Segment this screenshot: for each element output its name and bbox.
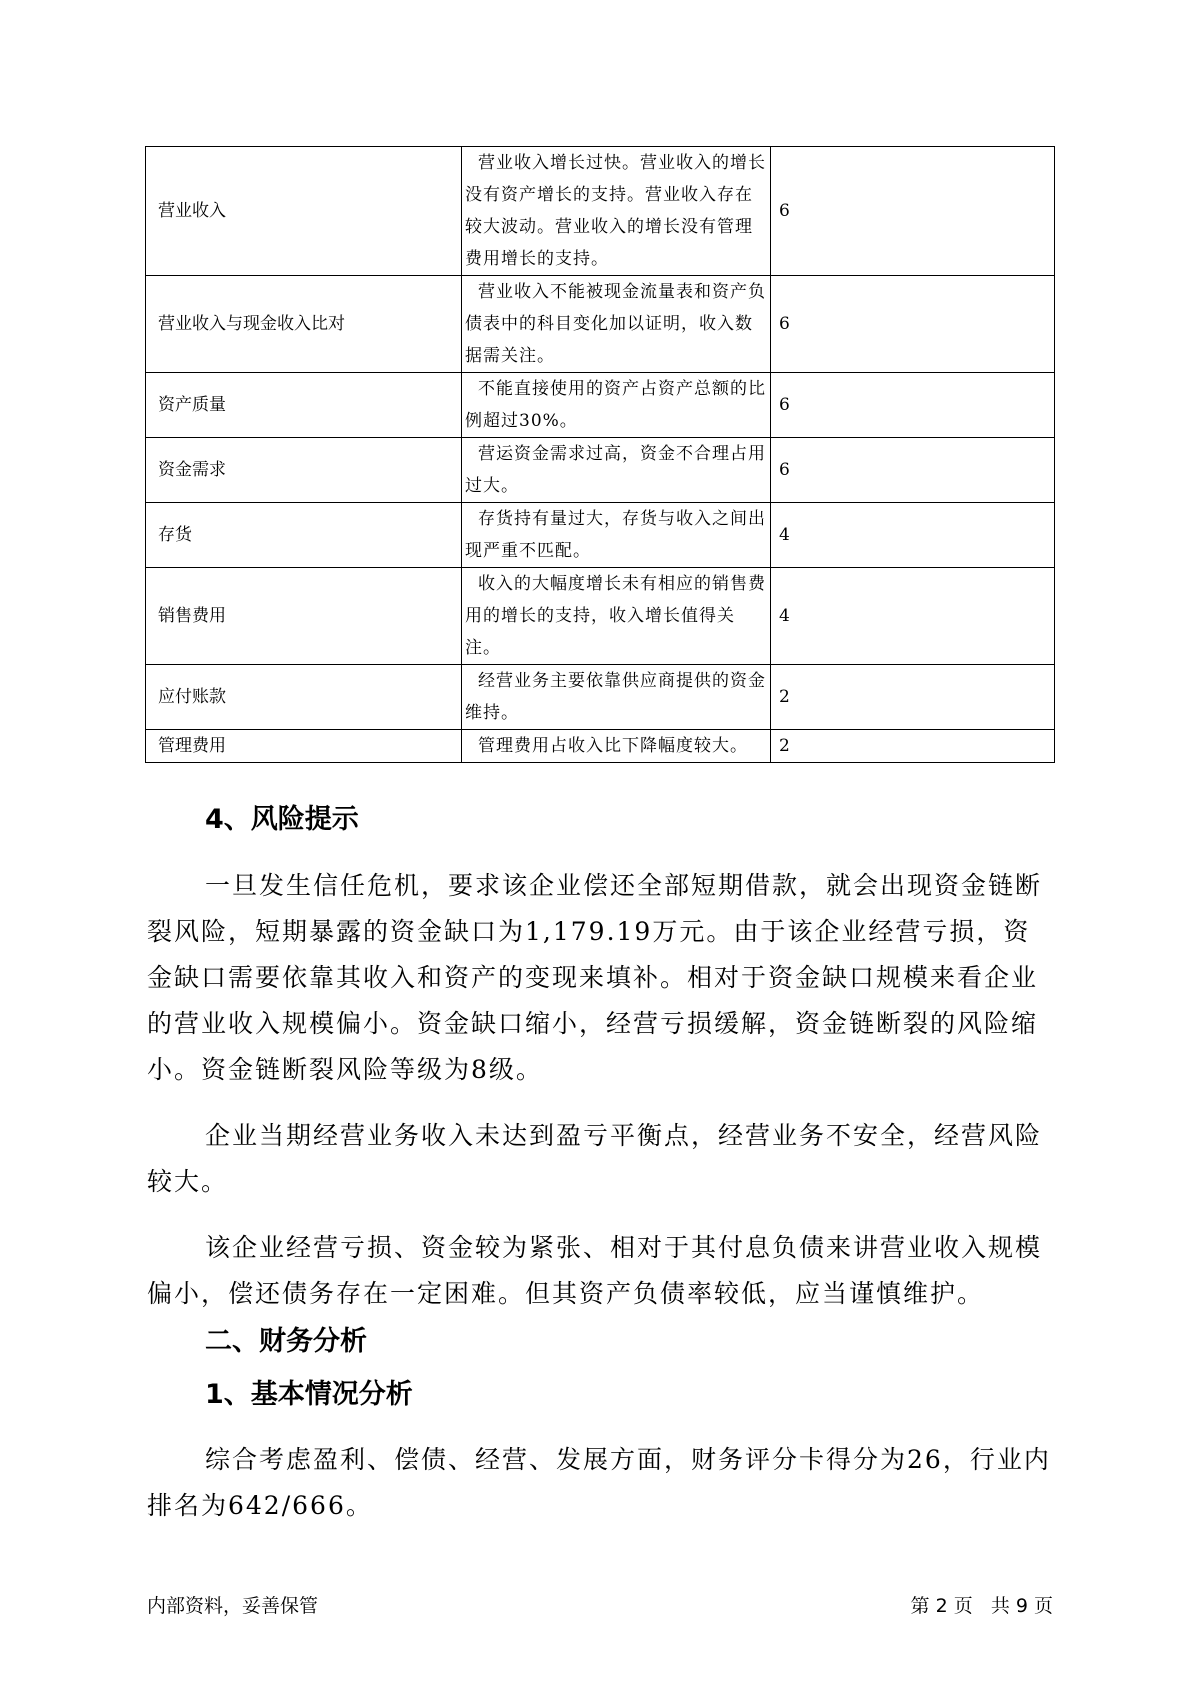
row-item: 资产质量: [146, 373, 462, 438]
financial-analysis-heading: 二、财务分析: [205, 1326, 367, 1357]
row-description: 经营业务主要依靠供应商提供的资金维持。: [462, 665, 771, 730]
table-row: [146, 665, 1055, 730]
table-row: [146, 730, 1055, 763]
table-row: [146, 438, 1055, 503]
row-description: 管理费用占收入比下降幅度较大。: [462, 730, 771, 763]
risk-indicator-table: [145, 146, 1055, 763]
row-description: 存货持有量过大，存货与收入之间出现严重不匹配。: [462, 503, 771, 568]
row-score: 2: [771, 665, 1055, 730]
row-description: 营运资金需求过高，资金不合理占用过大。: [462, 438, 771, 503]
row-description: 不能直接使用的资产占资产总额的比例超过30%。: [462, 373, 771, 438]
row-description: 收入的大幅度增长未有相应的销售费用的增长的支持，收入增长值得关注。: [462, 568, 771, 665]
row-score: 6: [771, 438, 1055, 503]
row-score: 4: [771, 568, 1055, 665]
table-row: [146, 503, 1055, 568]
row-score: 4: [771, 503, 1055, 568]
page-number: 第 2 页 共 9 页: [910, 1595, 1053, 1617]
row-description: 营业收入不能被现金流量表和资产负债表中的科目变化加以证明，收入数据需关注。: [462, 276, 771, 373]
table-row: [146, 276, 1055, 373]
row-description: 营业收入增长过快。营业收入的增长没有资产增长的支持。营业收入存在较大波动。营业收入的增长没有管理费用增长的支持。: [462, 147, 771, 276]
row-item: 管理费用: [146, 730, 462, 763]
row-item: 资金需求: [146, 438, 462, 503]
finance-paragraph-1: 综合考虑盈利、偿债、经营、发展方面，财务评分卡得分为26，行业内排名为642/666。: [147, 1445, 1051, 1520]
row-item: 存货: [146, 503, 462, 568]
row-score: 6: [771, 276, 1055, 373]
table-row: [146, 373, 1055, 438]
row-item: 营业收入与现金收入比对: [146, 276, 462, 373]
row-score: 6: [771, 373, 1055, 438]
row-score: 6: [771, 147, 1055, 276]
row-item: 应付账款: [146, 665, 462, 730]
risk-paragraph-3: 该企业经营亏损、资金较为紧张、相对于其付息负债来讲营业收入规模偏小，偿还债务存在一定困难。但其资产负债率较低，应当谨慎维护。: [147, 1233, 1043, 1308]
row-item: 营业收入: [146, 147, 462, 276]
risk-paragraph-2: 企业当期经营业务收入未达到盈亏平衡点，经营业务不安全，经营风险较大。: [147, 1121, 1043, 1196]
table-row: [146, 147, 1055, 276]
basic-analysis-heading: 1、基本情况分析: [205, 1379, 413, 1410]
risk-warning-heading: 4、风险提示: [205, 804, 359, 835]
row-item: 销售费用: [146, 568, 462, 665]
footer-confidential-note: 内部资料，妥善保管: [147, 1595, 319, 1617]
risk-paragraph-1: 一旦发生信任危机，要求该企业偿还全部短期借款，就会出现资金链断裂风险，短期暴露的资金缺口为1,179.19万元。由于该企业经营亏损，资金缺口需要依靠其收入和资产的变现来填补。相对于资金缺口规模来看企业的营业收入规模偏小。资金缺口缩小，经营亏损缓解，资金链断裂的风险缩小。资金链断裂风险等级为8级。: [147, 871, 1043, 1084]
row-score: 2: [771, 730, 1055, 763]
table-row: [146, 568, 1055, 665]
